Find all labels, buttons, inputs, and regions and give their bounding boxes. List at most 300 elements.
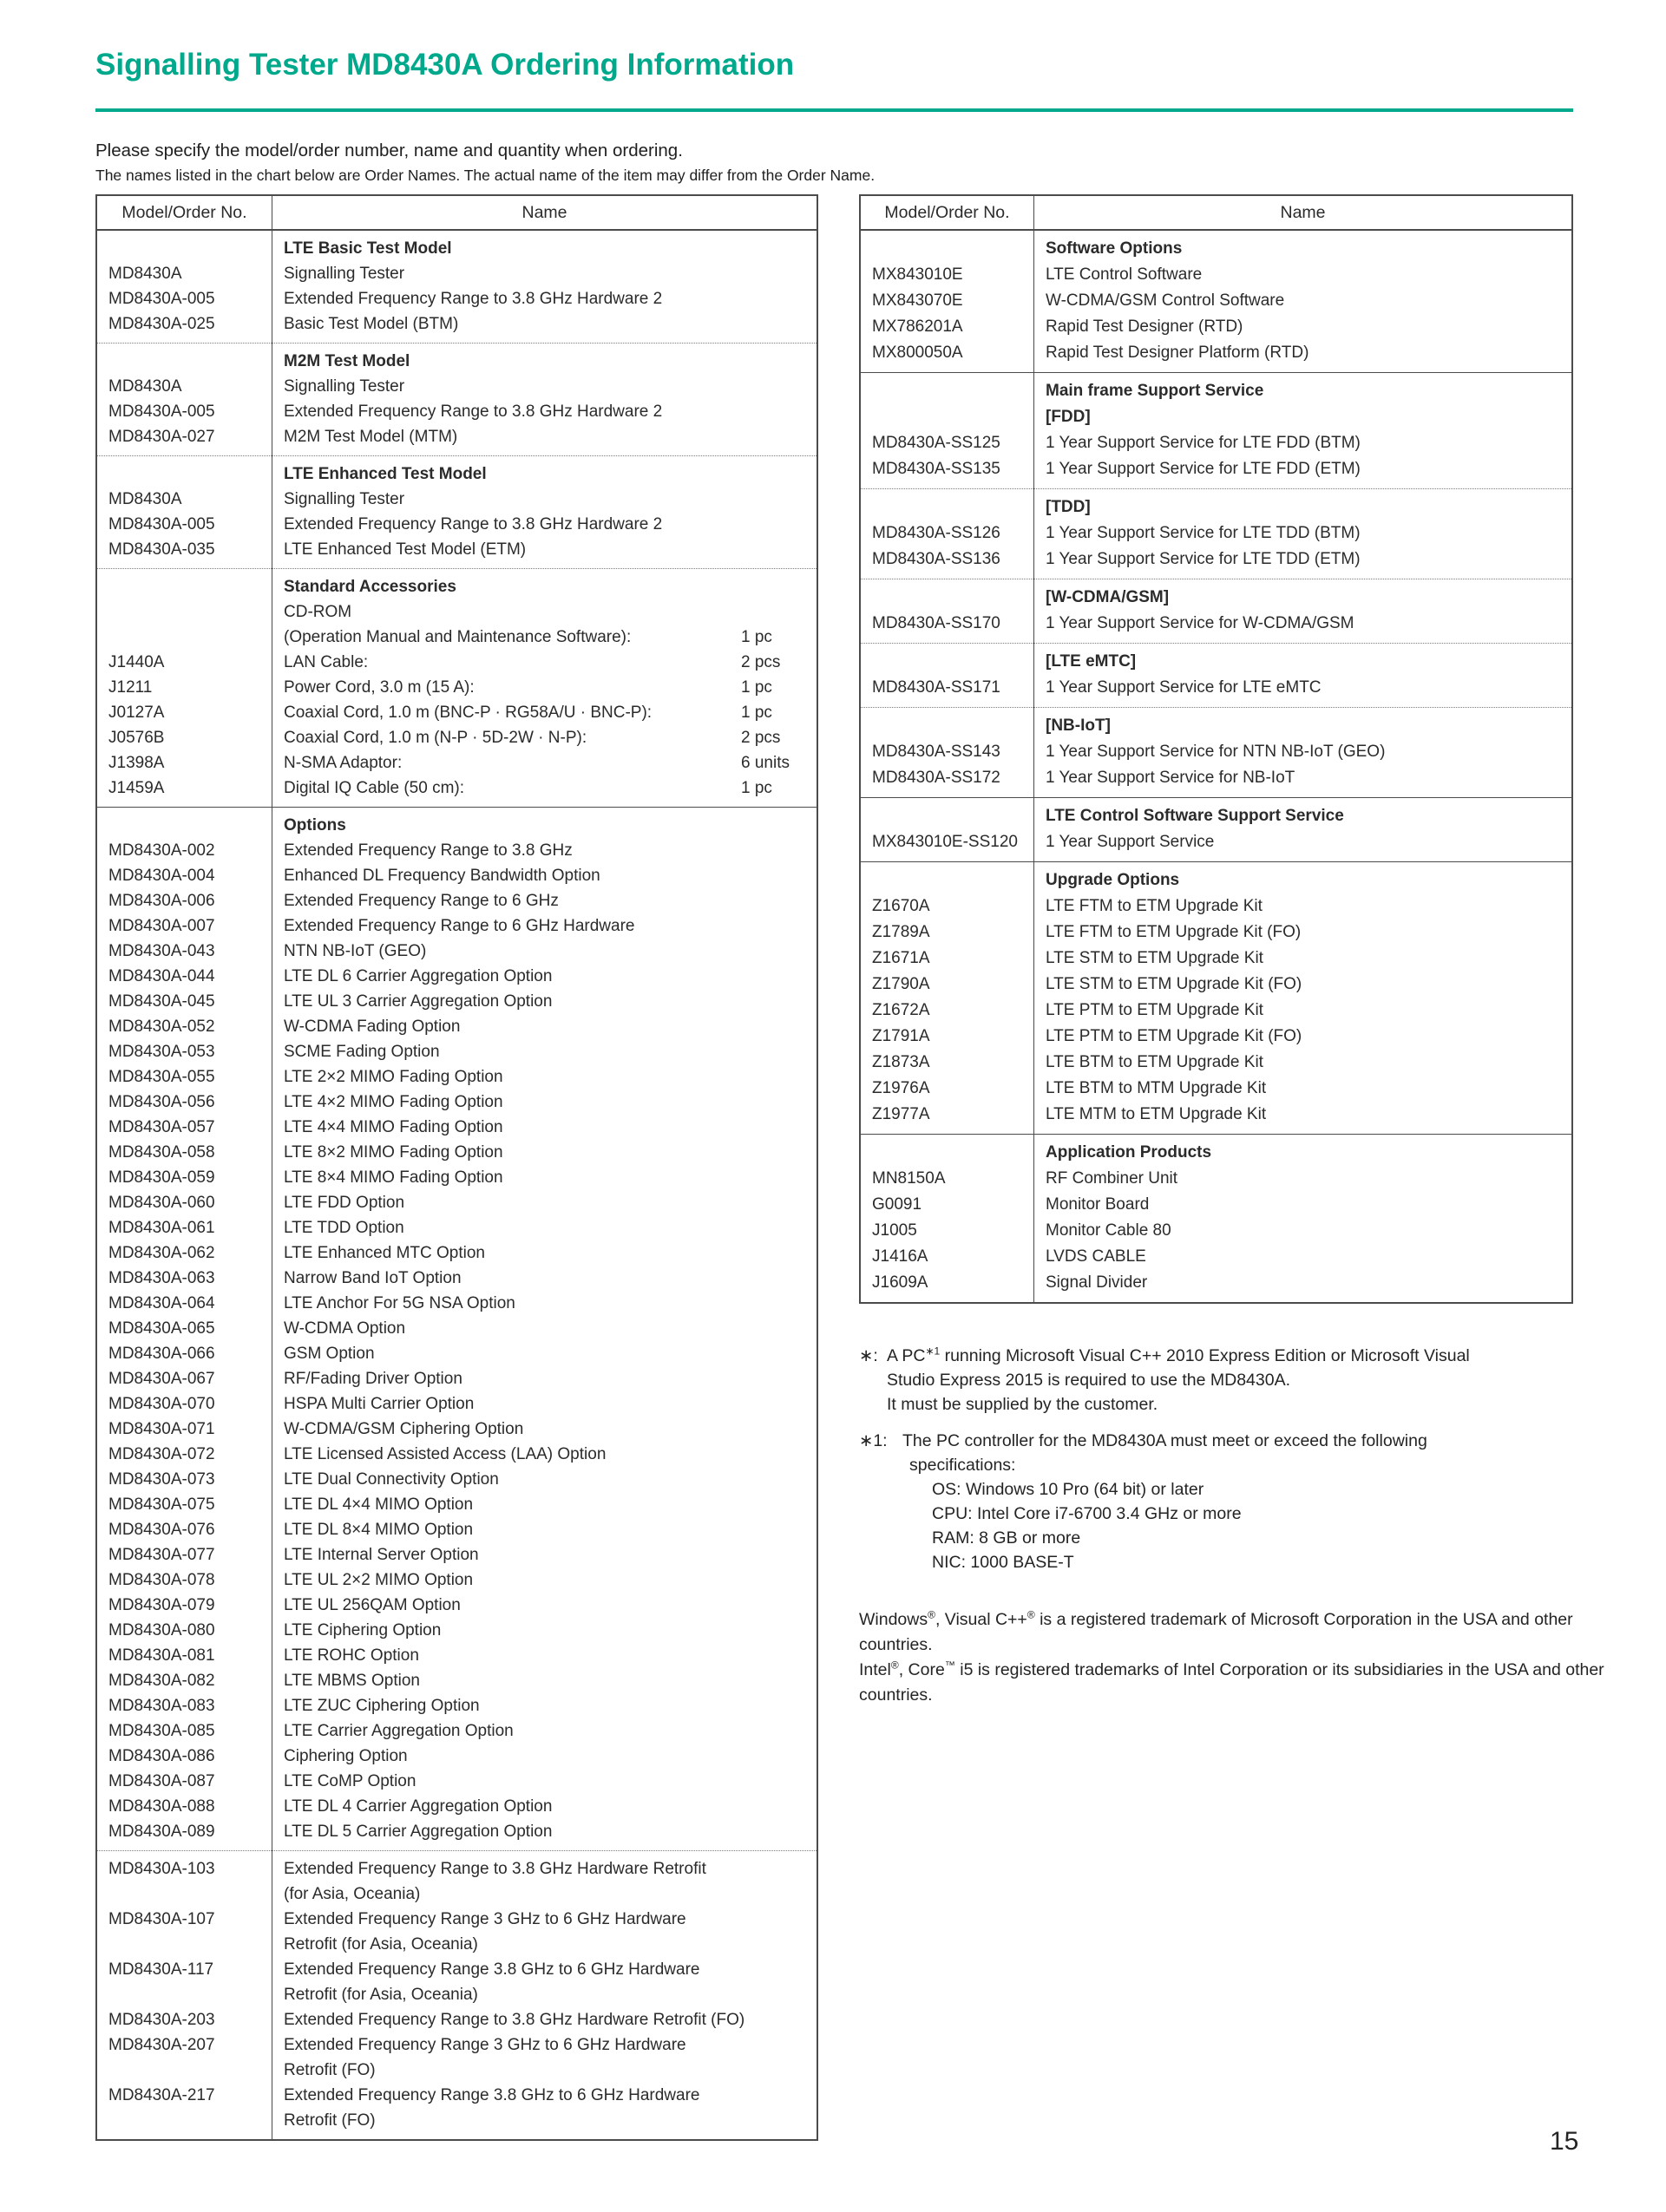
model-cell: Z1671A bbox=[860, 946, 1034, 972]
item-name: Extended Frequency Range to 3.8 GHz Hardware 2 bbox=[284, 515, 663, 533]
item-name: LTE Anchor For 5G NSA Option bbox=[284, 1294, 515, 1312]
model-cell: MD8430A-088 bbox=[96, 1794, 272, 1819]
table-row bbox=[96, 1140, 817, 1165]
name-cell bbox=[272, 1643, 818, 1668]
model-cell: MD8430A-070 bbox=[96, 1391, 272, 1417]
table-row bbox=[860, 1076, 1572, 1102]
section-header-row bbox=[96, 569, 817, 600]
title-underline bbox=[95, 108, 1573, 112]
model-cell: MD8430A-063 bbox=[96, 1266, 272, 1291]
table-row bbox=[860, 919, 1572, 946]
table-row bbox=[96, 939, 817, 964]
section-title: Main frame Support Service bbox=[1046, 382, 1264, 400]
item-quantity: 6 units bbox=[741, 754, 790, 772]
name-cell bbox=[272, 1744, 818, 1769]
section-header-row bbox=[860, 404, 1572, 430]
table-row bbox=[860, 998, 1572, 1024]
table-row bbox=[96, 1517, 817, 1542]
item-name: Extended Frequency Range to 3.8 GHz Hardware 2 bbox=[284, 402, 663, 421]
name-cell bbox=[272, 399, 818, 424]
model-cell: MD8430A bbox=[96, 261, 272, 286]
item-name: Signalling Tester bbox=[284, 490, 405, 508]
name-cell bbox=[1034, 262, 1573, 288]
model-cell: MD8430A-076 bbox=[96, 1517, 272, 1542]
name-cell bbox=[1034, 430, 1573, 456]
item-name: Extended Frequency Range to 3.8 GHz Hardware Retrofit (FO) bbox=[284, 2011, 745, 2029]
model-cell: MD8430A-082 bbox=[96, 1668, 272, 1693]
item-name: RF Combiner Unit bbox=[1046, 1169, 1178, 1188]
table-row bbox=[96, 1316, 817, 1341]
model-cell: MD8430A-052 bbox=[96, 1014, 272, 1039]
item-name: LTE ZUC Ciphering Option bbox=[284, 1697, 480, 1715]
item-name: LTE Carrier Aggregation Option bbox=[284, 1722, 514, 1740]
item-name: Signalling Tester bbox=[284, 377, 405, 396]
section-header-row bbox=[860, 579, 1572, 612]
model-cell: MD8430A-078 bbox=[96, 1567, 272, 1593]
model-cell: Z1873A bbox=[860, 1050, 1034, 1076]
name-cell bbox=[272, 1090, 818, 1115]
model-cell: MD8430A-SS171 bbox=[860, 675, 1034, 708]
table-row bbox=[96, 1240, 817, 1266]
name-cell bbox=[1034, 739, 1573, 765]
item-name: 1 Year Support Service bbox=[1046, 833, 1215, 851]
table-row bbox=[96, 1165, 817, 1190]
model-cell: MN8150A bbox=[860, 1166, 1034, 1192]
item-name: LTE BTM to ETM Upgrade Kit bbox=[1046, 1053, 1263, 1071]
model-cell: MD8430A-060 bbox=[96, 1190, 272, 1215]
item-name: Rapid Test Designer (RTD) bbox=[1046, 317, 1243, 336]
name-cell bbox=[272, 424, 818, 456]
name-cell bbox=[272, 675, 818, 700]
table-row bbox=[96, 399, 817, 424]
name-cell bbox=[272, 1907, 818, 1957]
table-row bbox=[860, 765, 1572, 798]
name-cell bbox=[1034, 1192, 1573, 1218]
model-cell: J1398A bbox=[96, 750, 272, 776]
name-cell bbox=[272, 1819, 818, 1851]
item-name: LTE 2×2 MIMO Fading Option bbox=[284, 1068, 503, 1086]
name-cell bbox=[272, 1851, 818, 1908]
table-row bbox=[860, 456, 1572, 489]
table-row bbox=[860, 314, 1572, 340]
section-title: Upgrade Options bbox=[1046, 871, 1180, 889]
item-name: LTE STM to ETM Upgrade Kit bbox=[1046, 949, 1263, 967]
model-cell: Z1789A bbox=[860, 919, 1034, 946]
name-cell bbox=[272, 1240, 818, 1266]
footnote-line: A $PC^{∗1}$ running Microsoft Visual C++ 2010 Express Edition or Microsoft Visual bbox=[887, 1345, 1470, 1365]
name-cell bbox=[1034, 946, 1573, 972]
table-row bbox=[96, 1643, 817, 1668]
item-name: LAN Cable: bbox=[284, 653, 369, 671]
left-column bbox=[95, 194, 820, 2141]
trademark-notes bbox=[859, 1607, 1618, 1708]
item-name: LTE FTM to ETM Upgrade Kit bbox=[1046, 897, 1263, 915]
footnote-line: It must be supplied by the customer. bbox=[887, 1395, 1158, 1414]
section-title: [FDD] bbox=[1046, 408, 1091, 426]
model-cell: MD8430A-086 bbox=[96, 1744, 272, 1769]
name-cell bbox=[1034, 998, 1573, 1024]
name-cell bbox=[272, 1467, 818, 1492]
section-header-row bbox=[96, 808, 817, 839]
table-section bbox=[860, 489, 1572, 579]
item-name: Digital IQ Cable (50 cm): bbox=[284, 779, 465, 797]
model-cell: MD8430A-203 bbox=[96, 2007, 272, 2032]
model-cell: MD8430A-066 bbox=[96, 1341, 272, 1366]
table-section bbox=[860, 230, 1572, 373]
item-name-continued: Retrofit (FO) bbox=[284, 2061, 376, 2079]
model-cell: MD8430A-061 bbox=[96, 1215, 272, 1240]
table-row bbox=[96, 599, 817, 625]
item-name: LTE TDD Option bbox=[284, 1219, 404, 1237]
name-cell bbox=[1034, 1050, 1573, 1076]
name-cell bbox=[272, 374, 818, 399]
table-row bbox=[96, 1492, 817, 1517]
section-title: [TDD] bbox=[1046, 498, 1091, 516]
table-row bbox=[860, 520, 1572, 546]
item-name: LTE Enhanced MTC Option bbox=[284, 1244, 485, 1262]
model-cell: MD8430A-079 bbox=[96, 1593, 272, 1618]
right-column bbox=[859, 194, 1618, 1708]
table-row bbox=[96, 725, 817, 750]
item-name: Basic Test Model (BTM) bbox=[284, 315, 459, 333]
item-name: LTE DL 5 Carrier Aggregation Option bbox=[284, 1823, 553, 1841]
table-row bbox=[96, 650, 817, 675]
name-cell bbox=[272, 1215, 818, 1240]
model-cell: MD8430A-057 bbox=[96, 1115, 272, 1140]
model-cell: MD8430A-103 bbox=[96, 1851, 272, 1908]
model-column-header: Model/Order No. bbox=[96, 195, 272, 230]
model-cell: J1440A bbox=[96, 650, 272, 675]
table-row bbox=[96, 1064, 817, 1090]
table-section bbox=[860, 798, 1572, 862]
name-cell bbox=[1034, 340, 1573, 373]
name-cell bbox=[272, 776, 818, 808]
item-name: 1 Year Support Service for LTE TDD (BTM) bbox=[1046, 524, 1361, 542]
table-row bbox=[860, 1270, 1572, 1303]
table-row bbox=[96, 1957, 817, 2007]
table-row bbox=[96, 1341, 817, 1366]
name-cell bbox=[272, 1668, 818, 1693]
table-row bbox=[860, 430, 1572, 456]
table-row bbox=[96, 863, 817, 888]
model-cell: MX786201A bbox=[860, 314, 1034, 340]
item-quantity: 1 pc bbox=[741, 678, 772, 697]
table-row bbox=[96, 1366, 817, 1391]
name-cell bbox=[272, 750, 818, 776]
model-cell: MD8430A-083 bbox=[96, 1693, 272, 1718]
name-cell bbox=[1034, 675, 1573, 708]
model-cell: J1211 bbox=[96, 675, 272, 700]
footnote-pc-spec bbox=[859, 1429, 1618, 1574]
intro-line-2: The names listed in the chart below are Order Names. The actual name of the item may differ from the Order Name. bbox=[95, 167, 876, 184]
table-row bbox=[96, 1467, 817, 1492]
item-name: LTE ROHC Option bbox=[284, 1646, 419, 1665]
item-name: LTE DL 8×4 MIMO Option bbox=[284, 1521, 474, 1539]
section-title: Standard Accessories bbox=[284, 578, 456, 596]
model-cell bbox=[96, 230, 272, 261]
name-cell bbox=[1034, 829, 1573, 862]
intro-line-1: Please specify the model/order number, name and quantity when ordering. bbox=[95, 141, 683, 160]
item-name-continued: Retrofit (FO) bbox=[284, 2111, 376, 2130]
table-section bbox=[96, 456, 817, 569]
item-name: W-CDMA Option bbox=[284, 1319, 406, 1338]
name-cell bbox=[1034, 288, 1573, 314]
table-section bbox=[860, 373, 1572, 489]
name-cell bbox=[1034, 1166, 1573, 1192]
item-name: 1 Year Support Service for LTE eMTC bbox=[1046, 678, 1322, 697]
model-cell: Z1670A bbox=[860, 893, 1034, 919]
item-name: GSM Option bbox=[284, 1345, 375, 1363]
table-row bbox=[96, 286, 817, 311]
footnote-line: specifications: bbox=[909, 1456, 1016, 1475]
model-cell: Z1791A bbox=[860, 1024, 1034, 1050]
name-cell bbox=[272, 1718, 818, 1744]
page-title: Signalling Tester MD8430A Ordering Information bbox=[95, 48, 795, 82]
table-row bbox=[96, 1039, 817, 1064]
spec-line: NIC: 1000 BASE-T bbox=[932, 1553, 1074, 1572]
item-name: Monitor Cable 80 bbox=[1046, 1221, 1171, 1240]
item-name: (Operation Manual and Maintenance Software): bbox=[284, 628, 632, 646]
model-cell: J1459A bbox=[96, 776, 272, 808]
model-cell bbox=[96, 625, 272, 650]
model-cell: MD8430A-SS170 bbox=[860, 611, 1034, 644]
name-cell bbox=[272, 1618, 818, 1643]
name-cell bbox=[1034, 765, 1573, 798]
model-cell bbox=[860, 489, 1034, 521]
table-row bbox=[96, 1266, 817, 1291]
model-cell: J0127A bbox=[96, 700, 272, 725]
item-name: Extended Frequency Range to 6 GHz Hardware bbox=[284, 917, 635, 935]
footnote-line: The PC controller for the MD8430A must meet or exceed the following bbox=[902, 1431, 1427, 1450]
table-section bbox=[96, 808, 817, 1851]
table-row bbox=[96, 1090, 817, 1115]
name-cell bbox=[272, 487, 818, 512]
model-cell bbox=[860, 798, 1034, 830]
model-cell: MD8430A-045 bbox=[96, 989, 272, 1014]
table-row bbox=[860, 675, 1572, 708]
name-cell bbox=[272, 1190, 818, 1215]
table-row bbox=[96, 1851, 817, 1908]
item-name: W-CDMA Fading Option bbox=[284, 1018, 461, 1036]
item-name: LVDS CABLE bbox=[1046, 1247, 1146, 1266]
order-table-right bbox=[859, 194, 1573, 1304]
table-section bbox=[96, 344, 817, 456]
item-name: Enhanced DL Frequency Bandwidth Option bbox=[284, 867, 600, 885]
model-cell bbox=[860, 404, 1034, 430]
trademark-note-intel: Intel®, Core™ i5 is registered trademarks of Intel Corporation or its subsidiaries in the USA and other countries. bbox=[859, 1659, 1604, 1705]
item-name: N-SMA Adaptor: bbox=[284, 754, 403, 772]
model-cell: MD8430A-071 bbox=[96, 1417, 272, 1442]
model-cell: MD8430A-027 bbox=[96, 424, 272, 456]
table-row bbox=[96, 512, 817, 537]
table-row bbox=[96, 989, 817, 1014]
model-cell: Z1976A bbox=[860, 1076, 1034, 1102]
model-cell: MD8430A-004 bbox=[96, 863, 272, 888]
section-header-row bbox=[860, 798, 1572, 830]
item-name: CD-ROM bbox=[284, 603, 352, 621]
name-cell bbox=[272, 2007, 818, 2032]
table-row bbox=[96, 1593, 817, 1618]
item-name: LTE 8×4 MIMO Fading Option bbox=[284, 1168, 503, 1187]
section-header-row bbox=[860, 230, 1572, 262]
model-cell bbox=[96, 599, 272, 625]
item-name-continued: Retrofit (for Asia, Oceania) bbox=[284, 1935, 478, 1953]
table-row bbox=[860, 340, 1572, 373]
name-cell bbox=[272, 1291, 818, 1316]
item-name: Ciphering Option bbox=[284, 1747, 408, 1765]
model-cell: MX800050A bbox=[860, 340, 1034, 373]
item-name: Monitor Board bbox=[1046, 1195, 1150, 1214]
name-cell bbox=[272, 964, 818, 989]
model-cell: MD8430A-072 bbox=[96, 1442, 272, 1467]
model-cell bbox=[860, 862, 1034, 894]
table-row bbox=[96, 311, 817, 344]
table-row bbox=[860, 829, 1572, 862]
model-cell: MD8430A-005 bbox=[96, 512, 272, 537]
table-row bbox=[96, 374, 817, 399]
table-row bbox=[860, 893, 1572, 919]
name-cell bbox=[272, 1417, 818, 1442]
table-row bbox=[860, 1102, 1572, 1135]
table-row bbox=[860, 611, 1572, 644]
table-row bbox=[96, 537, 817, 569]
table-row bbox=[96, 1115, 817, 1140]
model-cell: MD8430A-SS126 bbox=[860, 520, 1034, 546]
table-row bbox=[96, 1391, 817, 1417]
model-cell: Z1790A bbox=[860, 972, 1034, 998]
table-row bbox=[96, 261, 817, 286]
item-name-continued: Retrofit (for Asia, Oceania) bbox=[284, 1986, 478, 2004]
model-cell bbox=[96, 456, 272, 488]
model-cell: MD8430A-075 bbox=[96, 1492, 272, 1517]
page-number: 15 bbox=[1550, 2127, 1579, 2156]
item-name: 1 Year Support Service for LTE FDD (ETM) bbox=[1046, 460, 1361, 478]
table-row bbox=[96, 1291, 817, 1316]
footnotes bbox=[859, 1344, 1618, 1574]
section-header-row bbox=[860, 373, 1572, 405]
model-cell bbox=[96, 569, 272, 600]
footnote-marker: ∗1: bbox=[859, 1431, 888, 1450]
table-row bbox=[96, 1794, 817, 1819]
name-column-header: Name bbox=[272, 195, 818, 230]
table-row bbox=[96, 1215, 817, 1240]
table-section bbox=[96, 230, 817, 344]
item-name: Coaxial Cord, 1.0 m (BNC-P · RG58A/U · BNC-P): bbox=[284, 704, 653, 722]
model-column-header: Model/Order No. bbox=[860, 195, 1034, 230]
model-cell: MD8430A-053 bbox=[96, 1039, 272, 1064]
model-cell: MX843010E-SS120 bbox=[860, 829, 1034, 862]
name-cell bbox=[272, 1165, 818, 1190]
name-cell bbox=[272, 888, 818, 913]
section-title: [LTE eMTC] bbox=[1046, 652, 1137, 671]
item-name: LTE DL 6 Carrier Aggregation Option bbox=[284, 967, 553, 985]
section-title: Options bbox=[284, 816, 346, 834]
section-title: M2M Test Model bbox=[284, 352, 410, 370]
table-row bbox=[96, 1907, 817, 1957]
item-name: LTE 4×2 MIMO Fading Option bbox=[284, 1093, 503, 1111]
item-name: Coaxial Cord, 1.0 m (N-P · 5D-2W · N-P): bbox=[284, 729, 587, 747]
item-name: 1 Year Support Service for NB-IoT bbox=[1046, 769, 1295, 787]
section-title: Application Products bbox=[1046, 1143, 1212, 1162]
model-cell: MD8430A-007 bbox=[96, 913, 272, 939]
table-row bbox=[96, 625, 817, 650]
item-name: LTE Ciphering Option bbox=[284, 1621, 442, 1639]
section-header-row bbox=[860, 489, 1572, 521]
name-cell bbox=[272, 1115, 818, 1140]
model-cell: MD8430A-117 bbox=[96, 1957, 272, 2007]
item-name: Extended Frequency Range to 3.8 GHz Hardware 2 bbox=[284, 290, 663, 308]
section-title: [W-CDMA/GSM] bbox=[1046, 588, 1170, 606]
item-name: Extended Frequency Range to 3.8 GHz bbox=[284, 841, 573, 860]
table-row bbox=[860, 262, 1572, 288]
name-cell bbox=[272, 512, 818, 537]
item-name: LTE UL 2×2 MIMO Option bbox=[284, 1571, 474, 1589]
model-cell bbox=[860, 373, 1034, 405]
table-section bbox=[96, 569, 817, 808]
section-title: LTE Control Software Support Service bbox=[1046, 807, 1344, 825]
item-name: LTE Dual Connectivity Option bbox=[284, 1470, 499, 1489]
table-section bbox=[96, 1851, 817, 2141]
item-quantity: 1 pc bbox=[741, 628, 772, 646]
name-cell bbox=[272, 1542, 818, 1567]
name-cell bbox=[272, 1517, 818, 1542]
footnote-body bbox=[887, 1344, 1618, 1417]
name-cell bbox=[272, 311, 818, 344]
order-table-left bbox=[95, 194, 818, 2141]
item-name: Power Cord, 3.0 m (15 A): bbox=[284, 678, 475, 697]
item-name: 1 Year Support Service for W-CDMA/GSM bbox=[1046, 614, 1354, 632]
table-row bbox=[96, 2083, 817, 2140]
section-title: Software Options bbox=[1046, 239, 1183, 258]
table-row bbox=[96, 1417, 817, 1442]
item-name: Narrow Band IoT Option bbox=[284, 1269, 462, 1287]
model-cell: MX843070E bbox=[860, 288, 1034, 314]
name-cell bbox=[272, 1442, 818, 1467]
model-cell: MD8430A-059 bbox=[96, 1165, 272, 1190]
item-quantity: 1 pc bbox=[741, 704, 772, 722]
table-section bbox=[860, 579, 1572, 644]
name-cell bbox=[1034, 520, 1573, 546]
name-cell bbox=[272, 286, 818, 311]
model-cell: MD8430A-043 bbox=[96, 939, 272, 964]
model-cell: MD8430A bbox=[96, 487, 272, 512]
model-cell: MD8430A-005 bbox=[96, 399, 272, 424]
section-title: [NB-IoT] bbox=[1046, 717, 1111, 735]
model-cell: MD8430A-081 bbox=[96, 1643, 272, 1668]
name-cell bbox=[1034, 1244, 1573, 1270]
item-name: Signal Divider bbox=[1046, 1273, 1148, 1292]
model-cell: MD8430A-217 bbox=[96, 2083, 272, 2140]
table-row bbox=[860, 946, 1572, 972]
model-cell: MD8430A-089 bbox=[96, 1819, 272, 1851]
table-row bbox=[96, 1542, 817, 1567]
table-row bbox=[96, 1618, 817, 1643]
model-cell: MD8430A-025 bbox=[96, 311, 272, 344]
section-header-row bbox=[96, 230, 817, 261]
model-cell: J1416A bbox=[860, 1244, 1034, 1270]
model-cell: J1005 bbox=[860, 1218, 1034, 1244]
item-name: Rapid Test Designer Platform (RTD) bbox=[1046, 344, 1309, 362]
table-row bbox=[860, 1244, 1572, 1270]
item-name: LTE UL 256QAM Option bbox=[284, 1596, 461, 1614]
item-quantity: 2 pcs bbox=[741, 729, 781, 747]
item-name: M2M Test Model (MTM) bbox=[284, 428, 458, 446]
section-title: LTE Enhanced Test Model bbox=[284, 465, 487, 483]
item-name: LTE FDD Option bbox=[284, 1194, 405, 1212]
item-name: LTE BTM to MTM Upgrade Kit bbox=[1046, 1079, 1267, 1097]
model-cell: MD8430A-064 bbox=[96, 1291, 272, 1316]
model-cell: MD8430A bbox=[96, 374, 272, 399]
